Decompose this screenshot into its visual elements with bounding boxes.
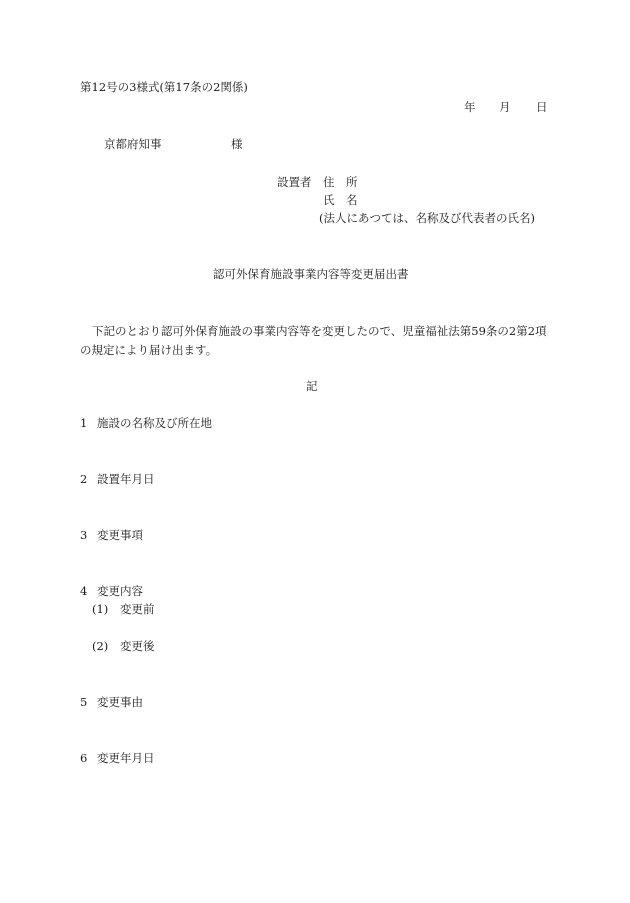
item-5-label: 変更事由 [97,695,143,709]
body-line-1: 下記のとおり認可外保育施設の事業内容等を変更したので、児童福祉法第59条の2第2項 [92,324,547,338]
ki-heading: 記 [306,379,318,393]
addressee-name: 京都府知事 [104,137,162,151]
item-2-label: 設置年月日 [97,472,155,486]
form-number: 第12号の3様式(第17条の2関係) [80,80,248,94]
item-6-number: 6 [80,751,88,765]
item-3-number: 3 [80,528,88,542]
addressee-honorific: 様 [231,137,243,151]
sub-item-2-number: (2) [92,639,109,653]
item-5-number: 5 [80,695,88,709]
body-line-2: の規定により届け出ます。 [80,343,218,357]
founder-address-label: 住 所 [323,175,358,189]
date-day-label: 日 [536,100,548,114]
document-title: 認可外保育施設事業内容等変更届出書 [213,267,409,281]
founder-name-label: 氏 名 [323,193,358,207]
item-2-number: 2 [80,472,88,486]
item-1-label: 施設の名称及び所在地 [97,416,212,430]
date-year-label: 年 [464,100,476,114]
item-4-label: 変更内容 [97,584,143,598]
sub-item-2-label: 変更後 [120,639,155,653]
date-month-label: 月 [499,100,511,114]
item-3-label: 変更事項 [97,528,143,542]
item-1-number: 1 [80,416,88,430]
item-4-number: 4 [80,584,88,598]
founder-label: 設置者 [277,175,312,189]
sub-item-1-label: 変更前 [120,602,155,616]
item-6-label: 変更年月日 [97,751,155,765]
founder-note: (法人にあつては、名称及び代表者の氏名) [319,211,535,225]
sub-item-1-number: (1) [92,602,109,616]
